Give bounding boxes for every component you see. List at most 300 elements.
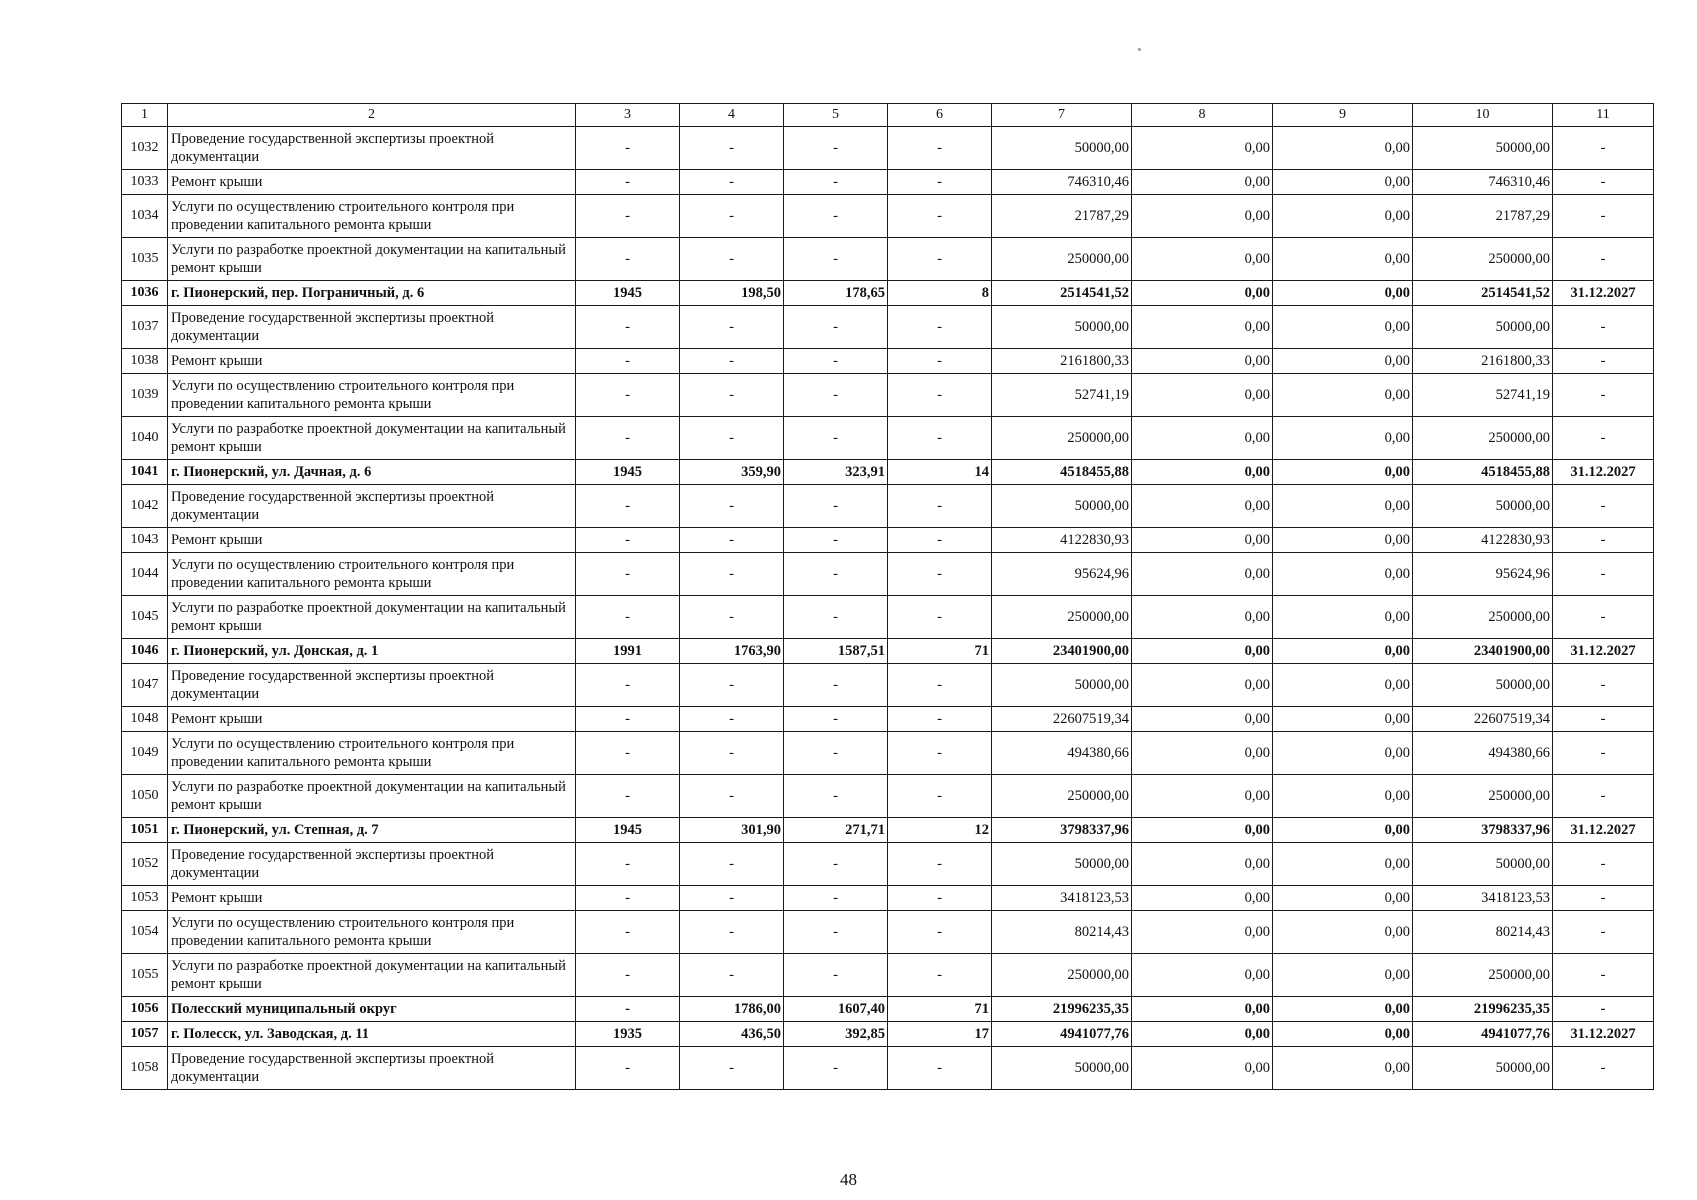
year-cell: 1935 — [576, 1022, 680, 1047]
column-header: 11 — [1553, 104, 1654, 127]
deadline-cell: - — [1553, 553, 1654, 596]
federal-funds-cell: 0,00 — [1132, 238, 1273, 281]
residents-cell: 71 — [888, 639, 992, 664]
regional-funds-cell: 0,00 — [1273, 306, 1413, 349]
year-cell: - — [576, 553, 680, 596]
regional-funds-cell: 0,00 — [1273, 349, 1413, 374]
table-row — [122, 1022, 1654, 1047]
total-cost-cell: 250000,00 — [992, 775, 1132, 818]
work-name: г. Пионерский, пер. Пограничный, д. 6 — [168, 281, 576, 306]
living-area-cell: - — [784, 1047, 888, 1090]
column-header: 8 — [1132, 104, 1273, 127]
total-area-cell: - — [680, 417, 784, 460]
year-cell: - — [576, 374, 680, 417]
work-name: Ремонт крыши — [168, 170, 576, 195]
residents-cell: - — [888, 1047, 992, 1090]
work-name: Услуги по разработке проектной документации на капитальный ремонт крыши — [168, 775, 576, 818]
residents-cell: - — [888, 528, 992, 553]
row-number: 1036 — [122, 281, 168, 306]
year-cell: - — [576, 238, 680, 281]
work-name: Услуги по разработке проектной документации на капитальный ремонт крыши — [168, 596, 576, 639]
work-name: Услуги по разработке проектной документации на капитальный ремонт крыши — [168, 417, 576, 460]
total-cost-cell: 250000,00 — [992, 954, 1132, 997]
residents-cell: - — [888, 553, 992, 596]
row-number: 1034 — [122, 195, 168, 238]
federal-funds-cell: 0,00 — [1132, 886, 1273, 911]
table-row — [122, 528, 1654, 553]
table-row — [122, 374, 1654, 417]
federal-funds-cell: 0,00 — [1132, 997, 1273, 1022]
work-name: Услуги по осуществлению строительного контроля при проведении капитального ремонта крыши — [168, 732, 576, 775]
residents-cell: - — [888, 485, 992, 528]
year-cell: - — [576, 707, 680, 732]
work-name: Проведение государственной экспертизы проектной документации — [168, 127, 576, 170]
row-number: 1035 — [122, 238, 168, 281]
table-row — [122, 732, 1654, 775]
regional-funds-cell: 0,00 — [1273, 639, 1413, 664]
year-cell: - — [576, 911, 680, 954]
total-cost-cell: 3798337,96 — [992, 818, 1132, 843]
row-number: 1053 — [122, 886, 168, 911]
residents-cell: - — [888, 374, 992, 417]
regional-funds-cell: 0,00 — [1273, 818, 1413, 843]
owner-funds-cell: 3798337,96 — [1413, 818, 1553, 843]
table-row — [122, 460, 1654, 485]
living-area-cell: 1587,51 — [784, 639, 888, 664]
total-cost-cell: 250000,00 — [992, 417, 1132, 460]
deadline-cell: - — [1553, 374, 1654, 417]
deadline-cell: - — [1553, 707, 1654, 732]
owner-funds-cell: 2161800,33 — [1413, 349, 1553, 374]
table-row — [122, 553, 1654, 596]
table-body — [122, 104, 1654, 1090]
federal-funds-cell: 0,00 — [1132, 732, 1273, 775]
living-area-cell: - — [784, 954, 888, 997]
total-cost-cell: 250000,00 — [992, 238, 1132, 281]
work-name: Услуги по разработке проектной документации на капитальный ремонт крыши — [168, 238, 576, 281]
table-row — [122, 306, 1654, 349]
deadline-cell: - — [1553, 170, 1654, 195]
total-cost-cell: 80214,43 — [992, 911, 1132, 954]
regional-funds-cell: 0,00 — [1273, 997, 1413, 1022]
year-cell: 1945 — [576, 281, 680, 306]
year-cell: - — [576, 127, 680, 170]
row-number: 1043 — [122, 528, 168, 553]
regional-funds-cell: 0,00 — [1273, 886, 1413, 911]
living-area-cell: - — [784, 596, 888, 639]
regional-funds-cell: 0,00 — [1273, 707, 1413, 732]
row-number: 1057 — [122, 1022, 168, 1047]
total-area-cell: 301,90 — [680, 818, 784, 843]
row-number: 1039 — [122, 374, 168, 417]
federal-funds-cell: 0,00 — [1132, 818, 1273, 843]
row-number: 1052 — [122, 843, 168, 886]
owner-funds-cell: 21787,29 — [1413, 195, 1553, 238]
federal-funds-cell: 0,00 — [1132, 349, 1273, 374]
table-row — [122, 195, 1654, 238]
residents-cell: - — [888, 306, 992, 349]
total-cost-cell: 4122830,93 — [992, 528, 1132, 553]
owner-funds-cell: 52741,19 — [1413, 374, 1553, 417]
row-number: 1046 — [122, 639, 168, 664]
total-cost-cell: 50000,00 — [992, 127, 1132, 170]
deadline-cell: - — [1553, 195, 1654, 238]
residents-cell: - — [888, 238, 992, 281]
row-number: 1047 — [122, 664, 168, 707]
regional-funds-cell: 0,00 — [1273, 911, 1413, 954]
living-area-cell: 1607,40 — [784, 997, 888, 1022]
federal-funds-cell: 0,00 — [1132, 775, 1273, 818]
scan-speck — [1138, 48, 1141, 51]
regional-funds-cell: 0,00 — [1273, 1047, 1413, 1090]
deadline-cell: - — [1553, 954, 1654, 997]
residents-cell: - — [888, 349, 992, 374]
total-area-cell: - — [680, 238, 784, 281]
row-number: 1041 — [122, 460, 168, 485]
table-row — [122, 349, 1654, 374]
row-number: 1044 — [122, 553, 168, 596]
living-area-cell: 392,85 — [784, 1022, 888, 1047]
work-name: Услуги по осуществлению строительного контроля при проведении капитального ремонта крыши — [168, 374, 576, 417]
total-area-cell: - — [680, 1047, 784, 1090]
work-name: Ремонт крыши — [168, 528, 576, 553]
total-area-cell: - — [680, 911, 784, 954]
deadline-cell: 31.12.2027 — [1553, 818, 1654, 843]
year-cell: 1945 — [576, 818, 680, 843]
year-cell: - — [576, 732, 680, 775]
regional-funds-cell: 0,00 — [1273, 528, 1413, 553]
column-header: 7 — [992, 104, 1132, 127]
owner-funds-cell: 23401900,00 — [1413, 639, 1553, 664]
regional-funds-cell: 0,00 — [1273, 485, 1413, 528]
row-number: 1040 — [122, 417, 168, 460]
work-name: г. Пионерский, ул. Донская, д. 1 — [168, 639, 576, 664]
deadline-cell: - — [1553, 127, 1654, 170]
owner-funds-cell: 3418123,53 — [1413, 886, 1553, 911]
federal-funds-cell: 0,00 — [1132, 281, 1273, 306]
deadline-cell: - — [1553, 732, 1654, 775]
living-area-cell: - — [784, 553, 888, 596]
living-area-cell: - — [784, 911, 888, 954]
federal-funds-cell: 0,00 — [1132, 127, 1273, 170]
owner-funds-cell: 494380,66 — [1413, 732, 1553, 775]
regional-funds-cell: 0,00 — [1273, 1022, 1413, 1047]
work-name: Проведение государственной экспертизы проектной документации — [168, 1047, 576, 1090]
year-cell: - — [576, 997, 680, 1022]
total-area-cell: 359,90 — [680, 460, 784, 485]
living-area-cell: - — [784, 127, 888, 170]
residents-cell: - — [888, 775, 992, 818]
total-cost-cell: 50000,00 — [992, 306, 1132, 349]
total-cost-cell: 50000,00 — [992, 664, 1132, 707]
federal-funds-cell: 0,00 — [1132, 911, 1273, 954]
regional-funds-cell: 0,00 — [1273, 732, 1413, 775]
work-name: Ремонт крыши — [168, 349, 576, 374]
work-name: Услуги по осуществлению строительного контроля при проведении капитального ремонта крыши — [168, 553, 576, 596]
owner-funds-cell: 50000,00 — [1413, 485, 1553, 528]
column-header: 2 — [168, 104, 576, 127]
table-row — [122, 238, 1654, 281]
total-cost-cell: 2514541,52 — [992, 281, 1132, 306]
row-number: 1054 — [122, 911, 168, 954]
residents-cell: - — [888, 127, 992, 170]
table-row — [122, 775, 1654, 818]
year-cell: - — [576, 170, 680, 195]
living-area-cell: 271,71 — [784, 818, 888, 843]
federal-funds-cell: 0,00 — [1132, 1047, 1273, 1090]
work-name: Услуги по осуществлению строительного контроля при проведении капитального ремонта крыши — [168, 195, 576, 238]
deadline-cell: 31.12.2027 — [1553, 460, 1654, 485]
federal-funds-cell: 0,00 — [1132, 485, 1273, 528]
deadline-cell: - — [1553, 485, 1654, 528]
year-cell: 1945 — [576, 460, 680, 485]
regional-funds-cell: 0,00 — [1273, 596, 1413, 639]
owner-funds-cell: 250000,00 — [1413, 238, 1553, 281]
regional-funds-cell: 0,00 — [1273, 553, 1413, 596]
deadline-cell: - — [1553, 664, 1654, 707]
regional-funds-cell: 0,00 — [1273, 281, 1413, 306]
deadline-cell: 31.12.2027 — [1553, 639, 1654, 664]
deadline-cell: - — [1553, 349, 1654, 374]
regional-funds-cell: 0,00 — [1273, 374, 1413, 417]
total-area-cell: - — [680, 664, 784, 707]
federal-funds-cell: 0,00 — [1132, 170, 1273, 195]
living-area-cell: - — [784, 528, 888, 553]
column-number-header-row — [122, 104, 1654, 127]
capital-repair-table — [121, 103, 1653, 1090]
living-area-cell: - — [784, 170, 888, 195]
residents-cell: - — [888, 707, 992, 732]
residents-cell: - — [888, 664, 992, 707]
table-row — [122, 596, 1654, 639]
residents-cell: 12 — [888, 818, 992, 843]
deadline-cell: - — [1553, 528, 1654, 553]
year-cell: - — [576, 843, 680, 886]
total-area-cell: - — [680, 485, 784, 528]
federal-funds-cell: 0,00 — [1132, 460, 1273, 485]
year-cell: - — [576, 775, 680, 818]
total-area-cell: 1786,00 — [680, 997, 784, 1022]
total-cost-cell: 2161800,33 — [992, 349, 1132, 374]
row-number: 1049 — [122, 732, 168, 775]
total-cost-cell: 52741,19 — [992, 374, 1132, 417]
owner-funds-cell: 50000,00 — [1413, 664, 1553, 707]
table-row — [122, 170, 1654, 195]
residents-cell: - — [888, 417, 992, 460]
row-number: 1032 — [122, 127, 168, 170]
owner-funds-cell: 80214,43 — [1413, 911, 1553, 954]
owner-funds-cell: 4518455,88 — [1413, 460, 1553, 485]
owner-funds-cell: 22607519,34 — [1413, 707, 1553, 732]
residents-cell: - — [888, 843, 992, 886]
federal-funds-cell: 0,00 — [1132, 639, 1273, 664]
regional-funds-cell: 0,00 — [1273, 127, 1413, 170]
regional-funds-cell: 0,00 — [1273, 170, 1413, 195]
year-cell: 1991 — [576, 639, 680, 664]
federal-funds-cell: 0,00 — [1132, 528, 1273, 553]
total-cost-cell: 21996235,35 — [992, 997, 1132, 1022]
federal-funds-cell: 0,00 — [1132, 954, 1273, 997]
row-number: 1051 — [122, 818, 168, 843]
total-area-cell: - — [680, 732, 784, 775]
living-area-cell: - — [784, 485, 888, 528]
total-area-cell: - — [680, 306, 784, 349]
column-header: 5 — [784, 104, 888, 127]
page-number: 48 — [840, 1170, 857, 1189]
living-area-cell: - — [784, 374, 888, 417]
residents-cell: - — [888, 911, 992, 954]
work-name: Услуги по разработке проектной документации на капитальный ремонт крыши — [168, 954, 576, 997]
row-number: 1056 — [122, 997, 168, 1022]
owner-funds-cell: 21996235,35 — [1413, 997, 1553, 1022]
work-name: Проведение государственной экспертизы проектной документации — [168, 485, 576, 528]
total-cost-cell: 50000,00 — [992, 485, 1132, 528]
total-area-cell: - — [680, 886, 784, 911]
federal-funds-cell: 0,00 — [1132, 664, 1273, 707]
living-area-cell: - — [784, 732, 888, 775]
table-row — [122, 639, 1654, 664]
deadline-cell: - — [1553, 886, 1654, 911]
total-cost-cell: 23401900,00 — [992, 639, 1132, 664]
living-area-cell: - — [784, 707, 888, 732]
work-name: г. Пионерский, ул. Дачная, д. 6 — [168, 460, 576, 485]
work-name: Ремонт крыши — [168, 886, 576, 911]
deadline-cell: - — [1553, 911, 1654, 954]
table-row — [122, 485, 1654, 528]
total-cost-cell: 50000,00 — [992, 843, 1132, 886]
living-area-cell: - — [784, 195, 888, 238]
year-cell: - — [576, 886, 680, 911]
table-row — [122, 127, 1654, 170]
row-number: 1048 — [122, 707, 168, 732]
deadline-cell: - — [1553, 843, 1654, 886]
living-area-cell: 178,65 — [784, 281, 888, 306]
table-row — [122, 843, 1654, 886]
living-area-cell: - — [784, 417, 888, 460]
living-area-cell: - — [784, 306, 888, 349]
deadline-cell: - — [1553, 417, 1654, 460]
deadline-cell: - — [1553, 997, 1654, 1022]
deadline-cell: - — [1553, 775, 1654, 818]
row-number: 1038 — [122, 349, 168, 374]
total-area-cell: - — [680, 528, 784, 553]
total-cost-cell: 50000,00 — [992, 1047, 1132, 1090]
row-number: 1042 — [122, 485, 168, 528]
total-area-cell: - — [680, 170, 784, 195]
owner-funds-cell: 2514541,52 — [1413, 281, 1553, 306]
federal-funds-cell: 0,00 — [1132, 374, 1273, 417]
federal-funds-cell: 0,00 — [1132, 843, 1273, 886]
regional-funds-cell: 0,00 — [1273, 417, 1413, 460]
column-header: 10 — [1413, 104, 1553, 127]
federal-funds-cell: 0,00 — [1132, 553, 1273, 596]
total-cost-cell: 3418123,53 — [992, 886, 1132, 911]
residents-cell: - — [888, 886, 992, 911]
year-cell: - — [576, 528, 680, 553]
owner-funds-cell: 4941077,76 — [1413, 1022, 1553, 1047]
year-cell: - — [576, 596, 680, 639]
total-area-cell: - — [680, 127, 784, 170]
residents-cell: - — [888, 170, 992, 195]
total-area-cell: 1763,90 — [680, 639, 784, 664]
federal-funds-cell: 0,00 — [1132, 596, 1273, 639]
total-area-cell: - — [680, 596, 784, 639]
total-cost-cell: 746310,46 — [992, 170, 1132, 195]
work-name: г. Пионерский, ул. Степная, д. 7 — [168, 818, 576, 843]
total-cost-cell: 494380,66 — [992, 732, 1132, 775]
year-cell: - — [576, 417, 680, 460]
owner-funds-cell: 250000,00 — [1413, 775, 1553, 818]
row-number: 1050 — [122, 775, 168, 818]
row-number: 1055 — [122, 954, 168, 997]
total-cost-cell: 4941077,76 — [992, 1022, 1132, 1047]
total-area-cell: - — [680, 775, 784, 818]
work-name: Проведение государственной экспертизы проектной документации — [168, 306, 576, 349]
total-cost-cell: 4518455,88 — [992, 460, 1132, 485]
owner-funds-cell: 250000,00 — [1413, 954, 1553, 997]
federal-funds-cell: 0,00 — [1132, 1022, 1273, 1047]
work-name: Ремонт крыши — [168, 707, 576, 732]
column-header: 4 — [680, 104, 784, 127]
regional-funds-cell: 0,00 — [1273, 775, 1413, 818]
year-cell: - — [576, 485, 680, 528]
total-area-cell: 198,50 — [680, 281, 784, 306]
owner-funds-cell: 746310,46 — [1413, 170, 1553, 195]
row-number: 1058 — [122, 1047, 168, 1090]
residents-cell: 71 — [888, 997, 992, 1022]
total-area-cell: - — [680, 553, 784, 596]
residents-cell: - — [888, 596, 992, 639]
federal-funds-cell: 0,00 — [1132, 306, 1273, 349]
total-area-cell: - — [680, 954, 784, 997]
total-cost-cell: 21787,29 — [992, 195, 1132, 238]
total-area-cell: - — [680, 374, 784, 417]
year-cell: - — [576, 664, 680, 707]
column-header: 1 — [122, 104, 168, 127]
federal-funds-cell: 0,00 — [1132, 707, 1273, 732]
regional-funds-cell: 0,00 — [1273, 664, 1413, 707]
owner-funds-cell: 250000,00 — [1413, 596, 1553, 639]
year-cell: - — [576, 349, 680, 374]
total-area-cell: - — [680, 707, 784, 732]
year-cell: - — [576, 306, 680, 349]
living-area-cell: - — [784, 886, 888, 911]
residents-cell: - — [888, 195, 992, 238]
table-row — [122, 664, 1654, 707]
total-area-cell: - — [680, 195, 784, 238]
table-row — [122, 417, 1654, 460]
year-cell: - — [576, 954, 680, 997]
owner-funds-cell: 4122830,93 — [1413, 528, 1553, 553]
row-number: 1037 — [122, 306, 168, 349]
regional-funds-cell: 0,00 — [1273, 460, 1413, 485]
deadline-cell: - — [1553, 238, 1654, 281]
total-area-cell: 436,50 — [680, 1022, 784, 1047]
table-row — [122, 818, 1654, 843]
owner-funds-cell: 50000,00 — [1413, 127, 1553, 170]
residents-cell: - — [888, 954, 992, 997]
work-name: Проведение государственной экспертизы проектной документации — [168, 664, 576, 707]
deadline-cell: - — [1553, 306, 1654, 349]
row-number: 1033 — [122, 170, 168, 195]
living-area-cell: - — [784, 664, 888, 707]
regional-funds-cell: 0,00 — [1273, 195, 1413, 238]
column-header: 6 — [888, 104, 992, 127]
table-row — [122, 281, 1654, 306]
owner-funds-cell: 50000,00 — [1413, 1047, 1553, 1090]
column-header: 9 — [1273, 104, 1413, 127]
living-area-cell: - — [784, 238, 888, 281]
